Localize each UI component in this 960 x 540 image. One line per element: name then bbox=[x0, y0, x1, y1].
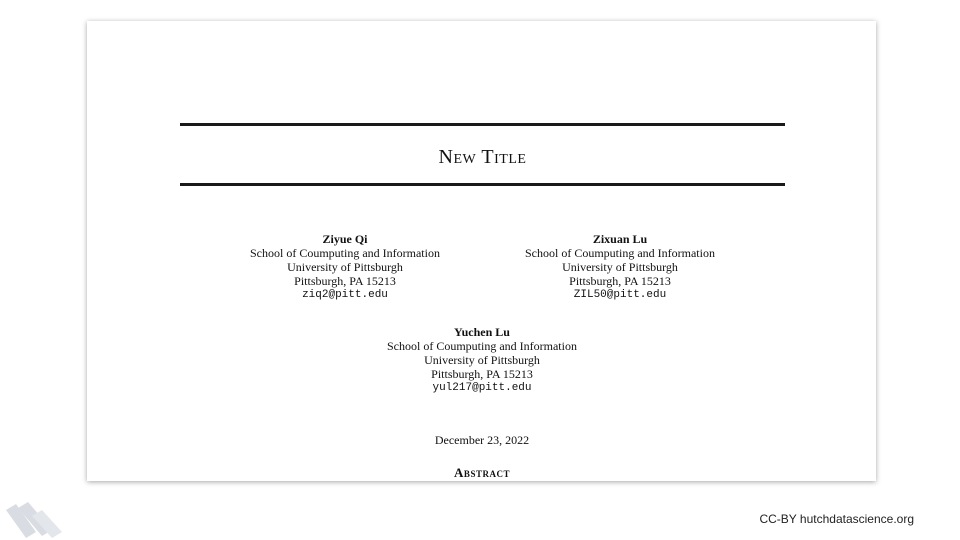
author-block bbox=[352, 325, 612, 395]
credit-text: CC-BY hutchdatascience.org bbox=[759, 512, 914, 526]
author-affiliation: School of Coumputing and Information bbox=[250, 246, 440, 260]
abstract-heading: Abstract bbox=[454, 465, 510, 480]
author-block bbox=[490, 232, 750, 302]
author-location: Pittsburgh, PA 15213 bbox=[431, 367, 533, 381]
title-top-rule bbox=[180, 123, 785, 126]
author-affiliation: School of Coumputing and Information bbox=[525, 246, 715, 260]
author-name: Ziyue Qi bbox=[322, 232, 368, 246]
author-affiliation: School of Coumputing and Information bbox=[387, 339, 577, 353]
hutch-stripes-logo-icon bbox=[6, 502, 62, 540]
author-name: Zixuan Lu bbox=[592, 232, 648, 246]
author-email: yul217@pitt.edu bbox=[432, 382, 532, 394]
author-location: Pittsburgh, PA 15213 bbox=[569, 274, 671, 288]
author-email: ZIL50@pitt.edu bbox=[573, 289, 667, 301]
paper-title: New Title bbox=[438, 146, 527, 168]
author-university: University of Pittsburgh bbox=[424, 353, 540, 367]
author-university: University of Pittsburgh bbox=[562, 260, 678, 274]
author-block bbox=[215, 232, 475, 302]
author-university: University of Pittsburgh bbox=[287, 260, 403, 274]
title-bottom-rule bbox=[180, 183, 785, 186]
paper-date: December 23, 2022 bbox=[434, 433, 530, 447]
author-name: Yuchen Lu bbox=[454, 325, 510, 339]
author-email: ziq2@pitt.edu bbox=[302, 289, 388, 301]
paper-page bbox=[87, 21, 876, 481]
author-location: Pittsburgh, PA 15213 bbox=[294, 274, 396, 288]
